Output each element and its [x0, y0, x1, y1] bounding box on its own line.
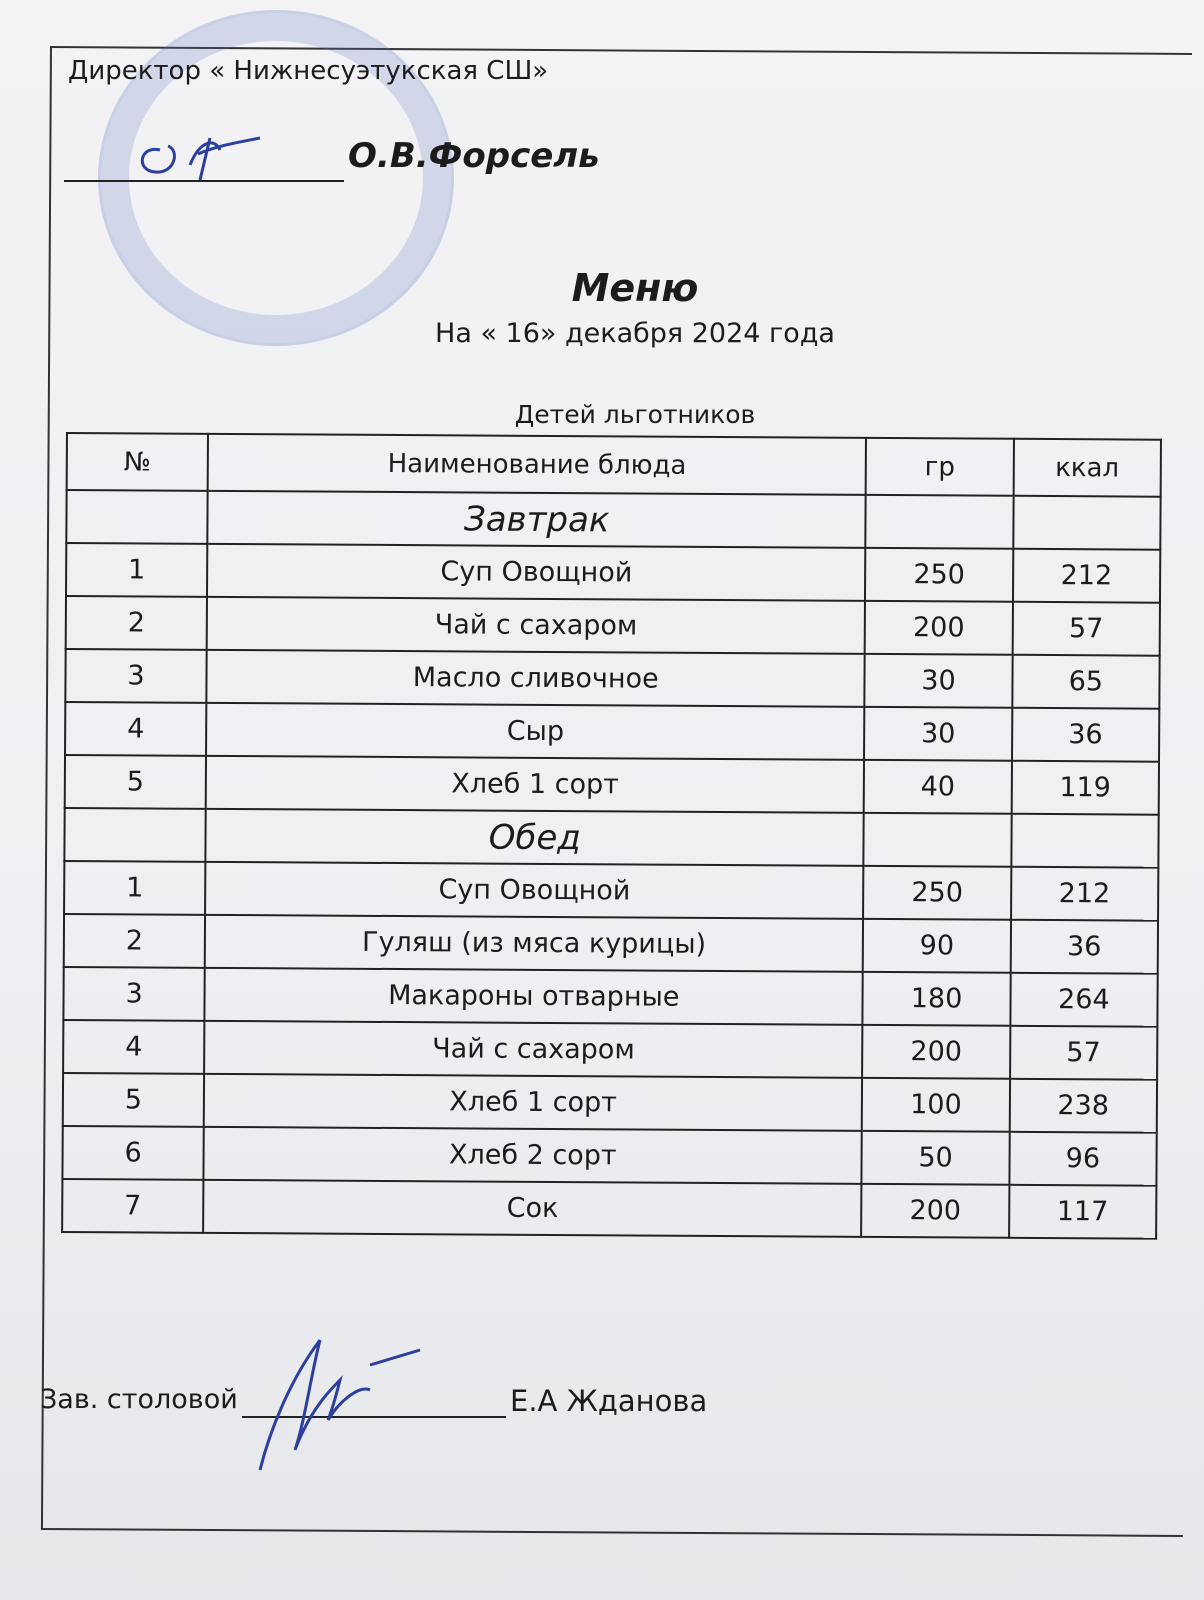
- director-signature: [120, 110, 270, 190]
- cell-number: 3: [63, 967, 204, 1021]
- cell-dish: Сыр: [206, 703, 865, 760]
- director-name: О.В.Форсель: [348, 136, 600, 176]
- cell-dish: Суп Овощной: [205, 862, 864, 919]
- cell-dish: Суп Овощной: [207, 544, 866, 601]
- cell-kcal: 96: [1009, 1132, 1157, 1186]
- menu-table: [61, 432, 1162, 1240]
- header-number: №: [67, 433, 208, 491]
- section-row-breakfast: [66, 490, 1160, 550]
- table-row: [63, 967, 1157, 1027]
- table-row: [65, 755, 1159, 815]
- cell-grams: 200: [865, 601, 1013, 655]
- cell-number: 5: [63, 1073, 204, 1127]
- cell-dish: Хлеб 1 сорт: [204, 1074, 863, 1131]
- cell-kcal: 36: [1010, 920, 1158, 974]
- section-title-breakfast: Завтрак: [207, 491, 866, 548]
- table-row: [66, 543, 1160, 603]
- cell-kcal: 36: [1012, 708, 1160, 762]
- section-title-lunch: Обед: [205, 809, 864, 866]
- cell-kcal: 212: [1011, 867, 1159, 921]
- cell-kcal: 212: [1013, 549, 1161, 603]
- cell-kcal: 117: [1009, 1185, 1157, 1239]
- table-row: [63, 1020, 1157, 1080]
- cell-number: 4: [63, 1020, 204, 1074]
- menu-date: На « 16» декабря 2024 года: [435, 318, 835, 349]
- cell-kcal: 65: [1012, 655, 1160, 709]
- cell-dish: Макароны отварные: [204, 968, 863, 1025]
- cell-dish: Чай с сахаром: [204, 1021, 863, 1078]
- cell-kcal: 57: [1012, 602, 1160, 656]
- section-row-lunch: [64, 808, 1158, 868]
- table-row: [62, 1179, 1156, 1239]
- canteen-head-name: Е.А Жданова: [510, 1384, 708, 1418]
- cell-number: 1: [66, 543, 207, 597]
- cell-grams: 40: [864, 760, 1012, 814]
- menu-subtitle: Детей льготников: [514, 400, 756, 429]
- cell-grams: 200: [862, 1025, 1010, 1079]
- cell-grams: 30: [864, 707, 1012, 761]
- cell-grams: 90: [863, 919, 1011, 973]
- document-title: Меню: [571, 266, 699, 310]
- cell-number: 4: [65, 702, 206, 756]
- canteen-head-signature: [250, 1320, 430, 1480]
- cell-grams: 200: [861, 1184, 1009, 1238]
- cell-dish: Сок: [203, 1180, 862, 1237]
- cell-number: 7: [62, 1179, 203, 1233]
- cell-dish: Хлеб 2 сорт: [204, 1127, 863, 1184]
- cell-grams: 180: [863, 972, 1011, 1026]
- table-row: [66, 596, 1160, 656]
- cell-number: 5: [65, 755, 206, 809]
- cell-dish: Хлеб 1 сорт: [206, 756, 865, 813]
- cell-grams: 50: [862, 1131, 1010, 1185]
- header-dish-name: Наименование блюда: [208, 434, 867, 495]
- table-row: [62, 1126, 1156, 1186]
- cell-dish: Гуляш (из мяса курицы): [205, 915, 864, 972]
- cell-grams: 100: [862, 1078, 1010, 1132]
- cell-kcal: 264: [1010, 973, 1158, 1027]
- cell-dish: Масло сливочное: [206, 650, 865, 707]
- canteen-head-label: Зав. столовой: [40, 1384, 238, 1415]
- cell-number: 6: [62, 1126, 203, 1180]
- cell-number: 1: [64, 861, 205, 915]
- cell-number: 2: [64, 914, 205, 968]
- table-row: [64, 914, 1158, 974]
- cell-number: 3: [65, 649, 206, 703]
- table-row: [65, 702, 1159, 762]
- cell-dish: Чай с сахаром: [207, 597, 866, 654]
- cell-grams: 30: [865, 654, 1013, 708]
- director-line: Директор « Нижнесуэтукская СШ»: [68, 56, 549, 86]
- cell-kcal: 57: [1010, 1026, 1158, 1080]
- table-row: [65, 649, 1159, 709]
- table-row: [64, 861, 1158, 921]
- header-kcal: ккал: [1013, 439, 1161, 497]
- cell-grams: 250: [863, 866, 1011, 920]
- cell-kcal: 119: [1011, 761, 1159, 815]
- table-header-row: [67, 433, 1161, 497]
- header-grams: гр: [866, 438, 1014, 496]
- cell-number: 2: [66, 596, 207, 650]
- cell-grams: 250: [865, 548, 1013, 602]
- cell-kcal: 238: [1009, 1079, 1157, 1133]
- table-row: [63, 1073, 1157, 1133]
